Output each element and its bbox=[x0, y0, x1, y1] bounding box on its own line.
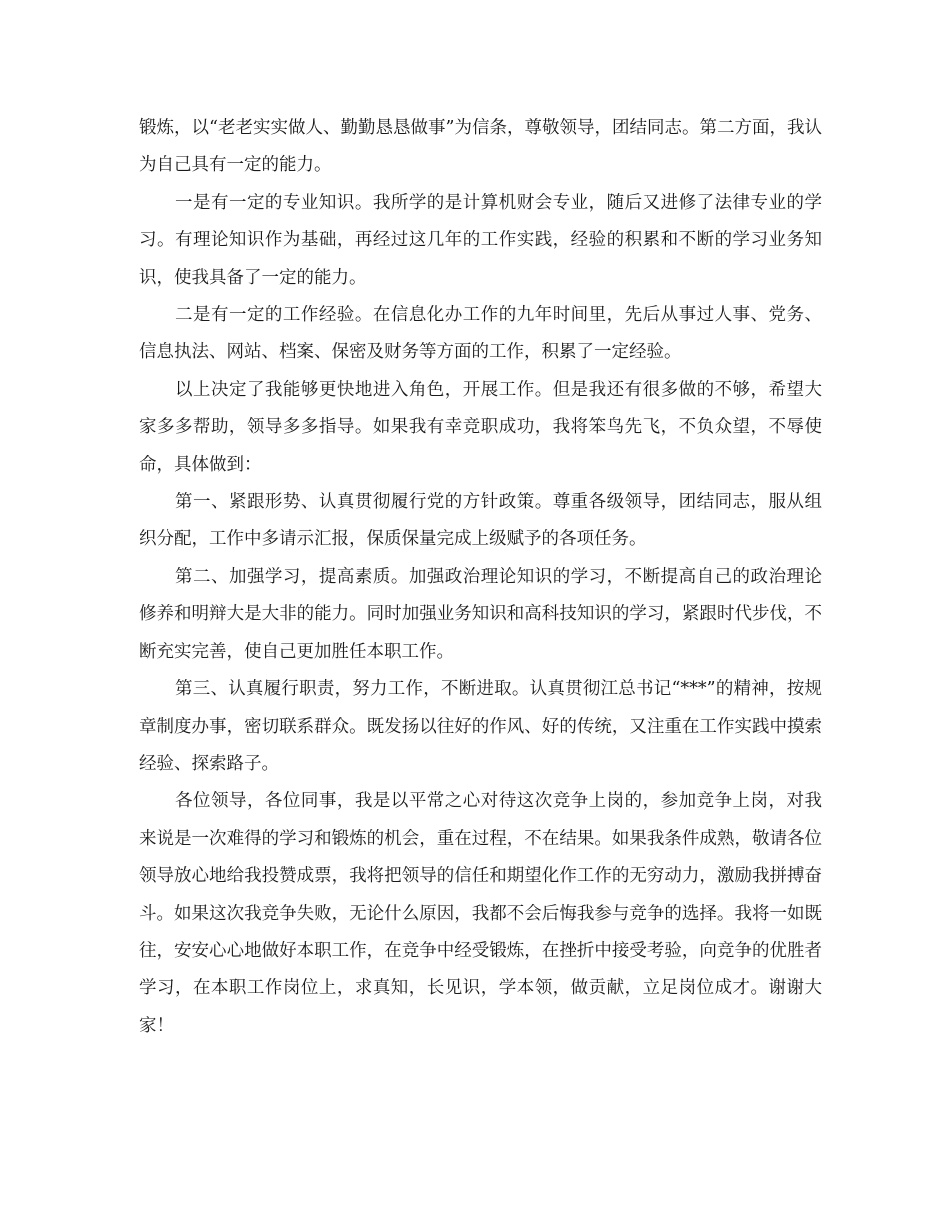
paragraph-2: 一是有一定的专业知识。我所学的是计算机财会专业，随后又进修了法律专业的学习。有理论知识作为基础，再经过这几年的工作实践，经验的积累和不断的学习业务知识，使我具备了一定的能力。 bbox=[139, 192, 822, 288]
paragraph-6: 第二、加强学习，提高素质。加强政治理论知识的学习，不断提高自己的政治理论修养和明辩大是大非的能力。同时加强业务知识和高科技知识的学习，紧跟时代步伐，不断充实完善，使自己更加胜任本职工作。 bbox=[139, 566, 822, 662]
document-body bbox=[139, 110, 822, 1045]
paragraph-4: 以上决定了我能够更快地进入角色，开展工作。但是我还有很多做的不够，希望大家多多帮助，领导多多指导。如果我有幸竞职成功，我将笨鸟先飞，不负众望，不辱使命，具体做到： bbox=[139, 379, 822, 475]
paragraph-5: 第一、紧跟形势、认真贯彻履行党的方针政策。尊重各级领导，团结同志，服从组织分配，工作中多请示汇报，保质保量完成上级赋予的各项任务。 bbox=[139, 492, 822, 550]
paragraph-8: 各位领导，各位同事，我是以平常之心对待这次竞争上岗的，参加竞争上岗，对我来说是一次难得的学习和锻炼的机会，重在过程，不在结果。如果我条件成熟，敬请各位领导放心地给我投赞成票，我将把领导的信任和期望化作工作的无穷动力，激励我拼搏奋斗。如果这次我竞争失败，无论什么原因，我都不会后悔我参与竞争的选择。我将一如既往，安安心心地做好本职工作，在竞争中经受锻炼，在挫折中接受考验，向竞争的优胜者学习，在本职工作岗位上，求真知，长见识，学本领，做贡献，立足岗位成才。谢谢大家！ bbox=[139, 791, 822, 1036]
paragraph-1: 锻炼，以“老老实实做人、勤勤恳恳做事”为信条，尊敬领导，团结同志。第二方面，我认为自己具有一定的能力。 bbox=[139, 118, 822, 176]
paragraph-7: 第三、认真履行职责，努力工作，不断进取。认真贯彻江总书记“***”的精神，按规章制度办事，密切联系群众。既发扬以往好的作风、好的传统，又注重在工作实践中摸索经验、探索路子。 bbox=[139, 679, 822, 774]
paragraph-3: 二是有一定的工作经验。在信息化办工作的九年时间里，先后从事过人事、党务、信息执法、网站、档案、保密及财务等方面的工作，积累了一定经验。 bbox=[139, 305, 822, 363]
